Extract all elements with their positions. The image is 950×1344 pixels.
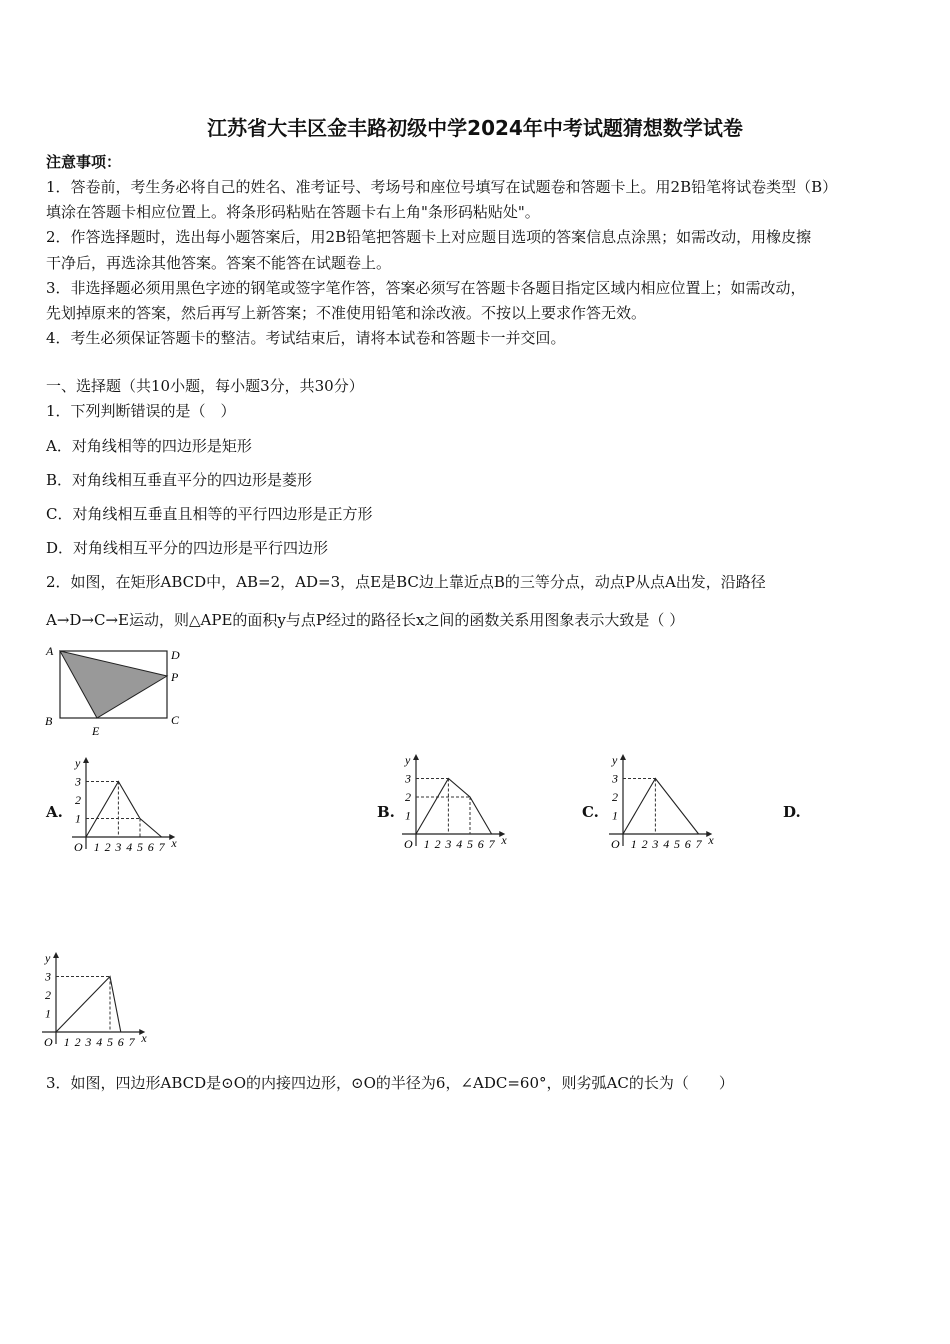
x-tick-label: 4	[456, 837, 463, 851]
note-line: 填涂在答题卡相应位置上。将条形码粘贴在答题卡右上角"条形码粘贴处"。	[46, 203, 540, 221]
x-tick-label: 6	[117, 1035, 124, 1049]
series-line	[86, 782, 162, 838]
note-line: 2．作答选择题时，选出每小题答案后，用2B铅笔把答题卡上对应题目选项的答案信息点涂黑；如需改动，用橡皮擦	[46, 228, 812, 246]
y-axis-label: y	[75, 756, 81, 770]
x-tick-label: 7	[488, 837, 495, 851]
graph-option-c	[605, 752, 755, 852]
q3-stem: 3．如图，四边形ABCD是⊙O的内接四边形，⊙O的半径为6，∠ADC=60°，则劣弧AC的长为（ ）	[46, 1074, 734, 1092]
x-tick-label: 6	[477, 837, 484, 851]
y-axis-arrow-icon	[83, 757, 89, 763]
x-tick-label: 4	[663, 837, 670, 851]
x-tick-label: 5	[674, 837, 680, 851]
q1-option-a: A．对角线相等的四边形是矩形	[46, 437, 252, 455]
y-axis-arrow-icon	[53, 952, 59, 958]
x-tick-label: 5	[137, 840, 143, 854]
x-tick-label: 6	[147, 840, 154, 854]
option-c-label: C.	[582, 803, 599, 821]
y-tick-label: 2	[405, 790, 411, 804]
x-tick-label: 3	[115, 840, 122, 854]
label-b: B	[45, 714, 53, 728]
x-axis-label: x	[141, 1031, 147, 1045]
section-heading: 一、选择题（共10小题，每小题3分，共30分）	[46, 377, 364, 395]
graph-option-a	[68, 755, 218, 855]
option-d-label: D.	[783, 803, 801, 821]
graph-option-d	[38, 950, 188, 1050]
x-tick-label: 4	[126, 840, 133, 854]
triangle-ape	[60, 651, 167, 718]
x-tick-label: 3	[445, 837, 452, 851]
note-line: 4．考生必须保证答题卡的整洁。考试结束后，请将本试卷和答题卡一并交回。	[46, 329, 566, 347]
x-axis-label: x	[171, 836, 177, 850]
x-axis-label: x	[501, 833, 507, 847]
option-b-label: B.	[377, 803, 395, 821]
x-tick-label: 1	[423, 837, 430, 851]
origin-label: O	[44, 1035, 53, 1049]
x-tick-label: 1	[93, 840, 100, 854]
label-c: C	[171, 713, 180, 727]
label-d: D	[171, 648, 180, 662]
series-line	[416, 779, 492, 835]
y-axis-arrow-icon	[620, 754, 626, 760]
option-a-label: A.	[46, 803, 63, 821]
y-tick-label: 3	[405, 771, 411, 786]
graph-option-b	[398, 752, 548, 852]
rectangle-figure	[40, 640, 190, 740]
note-line: 先划掉原来的答案，然后再写上新答案；不准使用铅笔和涂改液。不按以上要求作答无效。	[46, 304, 647, 322]
origin-label: O	[404, 837, 413, 851]
y-tick-label: 2	[45, 988, 51, 1002]
y-axis-label: y	[45, 951, 51, 965]
x-tick-label: 7	[128, 1035, 135, 1049]
series-line	[56, 977, 121, 1033]
y-tick-label: 3	[75, 774, 81, 789]
page-title: 江苏省大丰区金丰路初级中学2024年中考试题猜想数学试卷	[207, 116, 743, 140]
x-tick-label: 3	[652, 837, 659, 851]
x-tick-label: 7	[158, 840, 165, 854]
q2-stem-1: 2．如图，在矩形ABCD中，AB=2，AD=3，点E是BC边上靠近点B的三等分点，动点P从点A出发，沿路径	[46, 573, 766, 591]
q1-option-c: C．对角线相互垂直且相等的平行四边形是正方形	[46, 505, 373, 523]
y-axis-label: y	[612, 753, 618, 767]
x-tick-label: 5	[467, 837, 473, 851]
note-line: 干净后，再选涂其他答案。答案不能答在试题卷上。	[46, 254, 392, 272]
x-tick-label: 2	[74, 1035, 81, 1049]
q2-stem-2: A→D→C→E运动，则△APE的面积y与点P经过的路径长x之间的函数关系用图象表示大致是（ ）	[46, 611, 685, 629]
x-axis-label: x	[708, 833, 714, 847]
y-axis-arrow-icon	[413, 754, 419, 760]
label-a: A	[46, 644, 54, 658]
note-line: 1．答卷前，考生务必将自己的姓名、准考证号、考场号和座位号填写在试题卷和答题卡上。用2B铅笔将试卷类型（B）	[46, 178, 838, 196]
x-tick-label: 1	[630, 837, 637, 851]
y-tick-label: 2	[612, 790, 618, 804]
series-line	[623, 779, 699, 835]
q1-option-b: B．对角线相互垂直平分的四边形是菱形	[46, 471, 313, 489]
notes-heading: 注意事项：	[46, 153, 122, 171]
note-line: 3．非选择题必须用黑色字迹的钢笔或签字笔作答，答案必须写在答题卡各题目指定区域内相应位置上；如需改动，	[46, 279, 806, 297]
x-tick-label: 3	[85, 1035, 92, 1049]
x-tick-label: 2	[641, 837, 648, 851]
label-e: E	[92, 724, 100, 738]
y-tick-label: 1	[612, 808, 618, 823]
y-tick-label: 3	[612, 771, 618, 786]
y-axis-label: y	[405, 753, 411, 767]
q1-option-d: D．对角线相互平分的四边形是平行四边形	[46, 539, 329, 557]
q1-stem: 1．下列判断错误的是（ ）	[46, 402, 236, 420]
y-tick-label: 1	[45, 1006, 51, 1021]
x-tick-label: 4	[96, 1035, 103, 1049]
x-tick-label: 7	[695, 837, 702, 851]
y-tick-label: 1	[75, 811, 81, 826]
y-tick-label: 2	[75, 793, 81, 807]
y-tick-label: 1	[405, 808, 411, 823]
x-tick-label: 2	[434, 837, 441, 851]
x-tick-label: 5	[107, 1035, 113, 1049]
x-tick-label: 1	[63, 1035, 70, 1049]
x-tick-label: 2	[104, 840, 111, 854]
y-tick-label: 3	[45, 969, 51, 984]
origin-label: O	[74, 840, 83, 854]
x-tick-label: 6	[684, 837, 691, 851]
origin-label: O	[611, 837, 620, 851]
label-p: P	[171, 670, 179, 684]
